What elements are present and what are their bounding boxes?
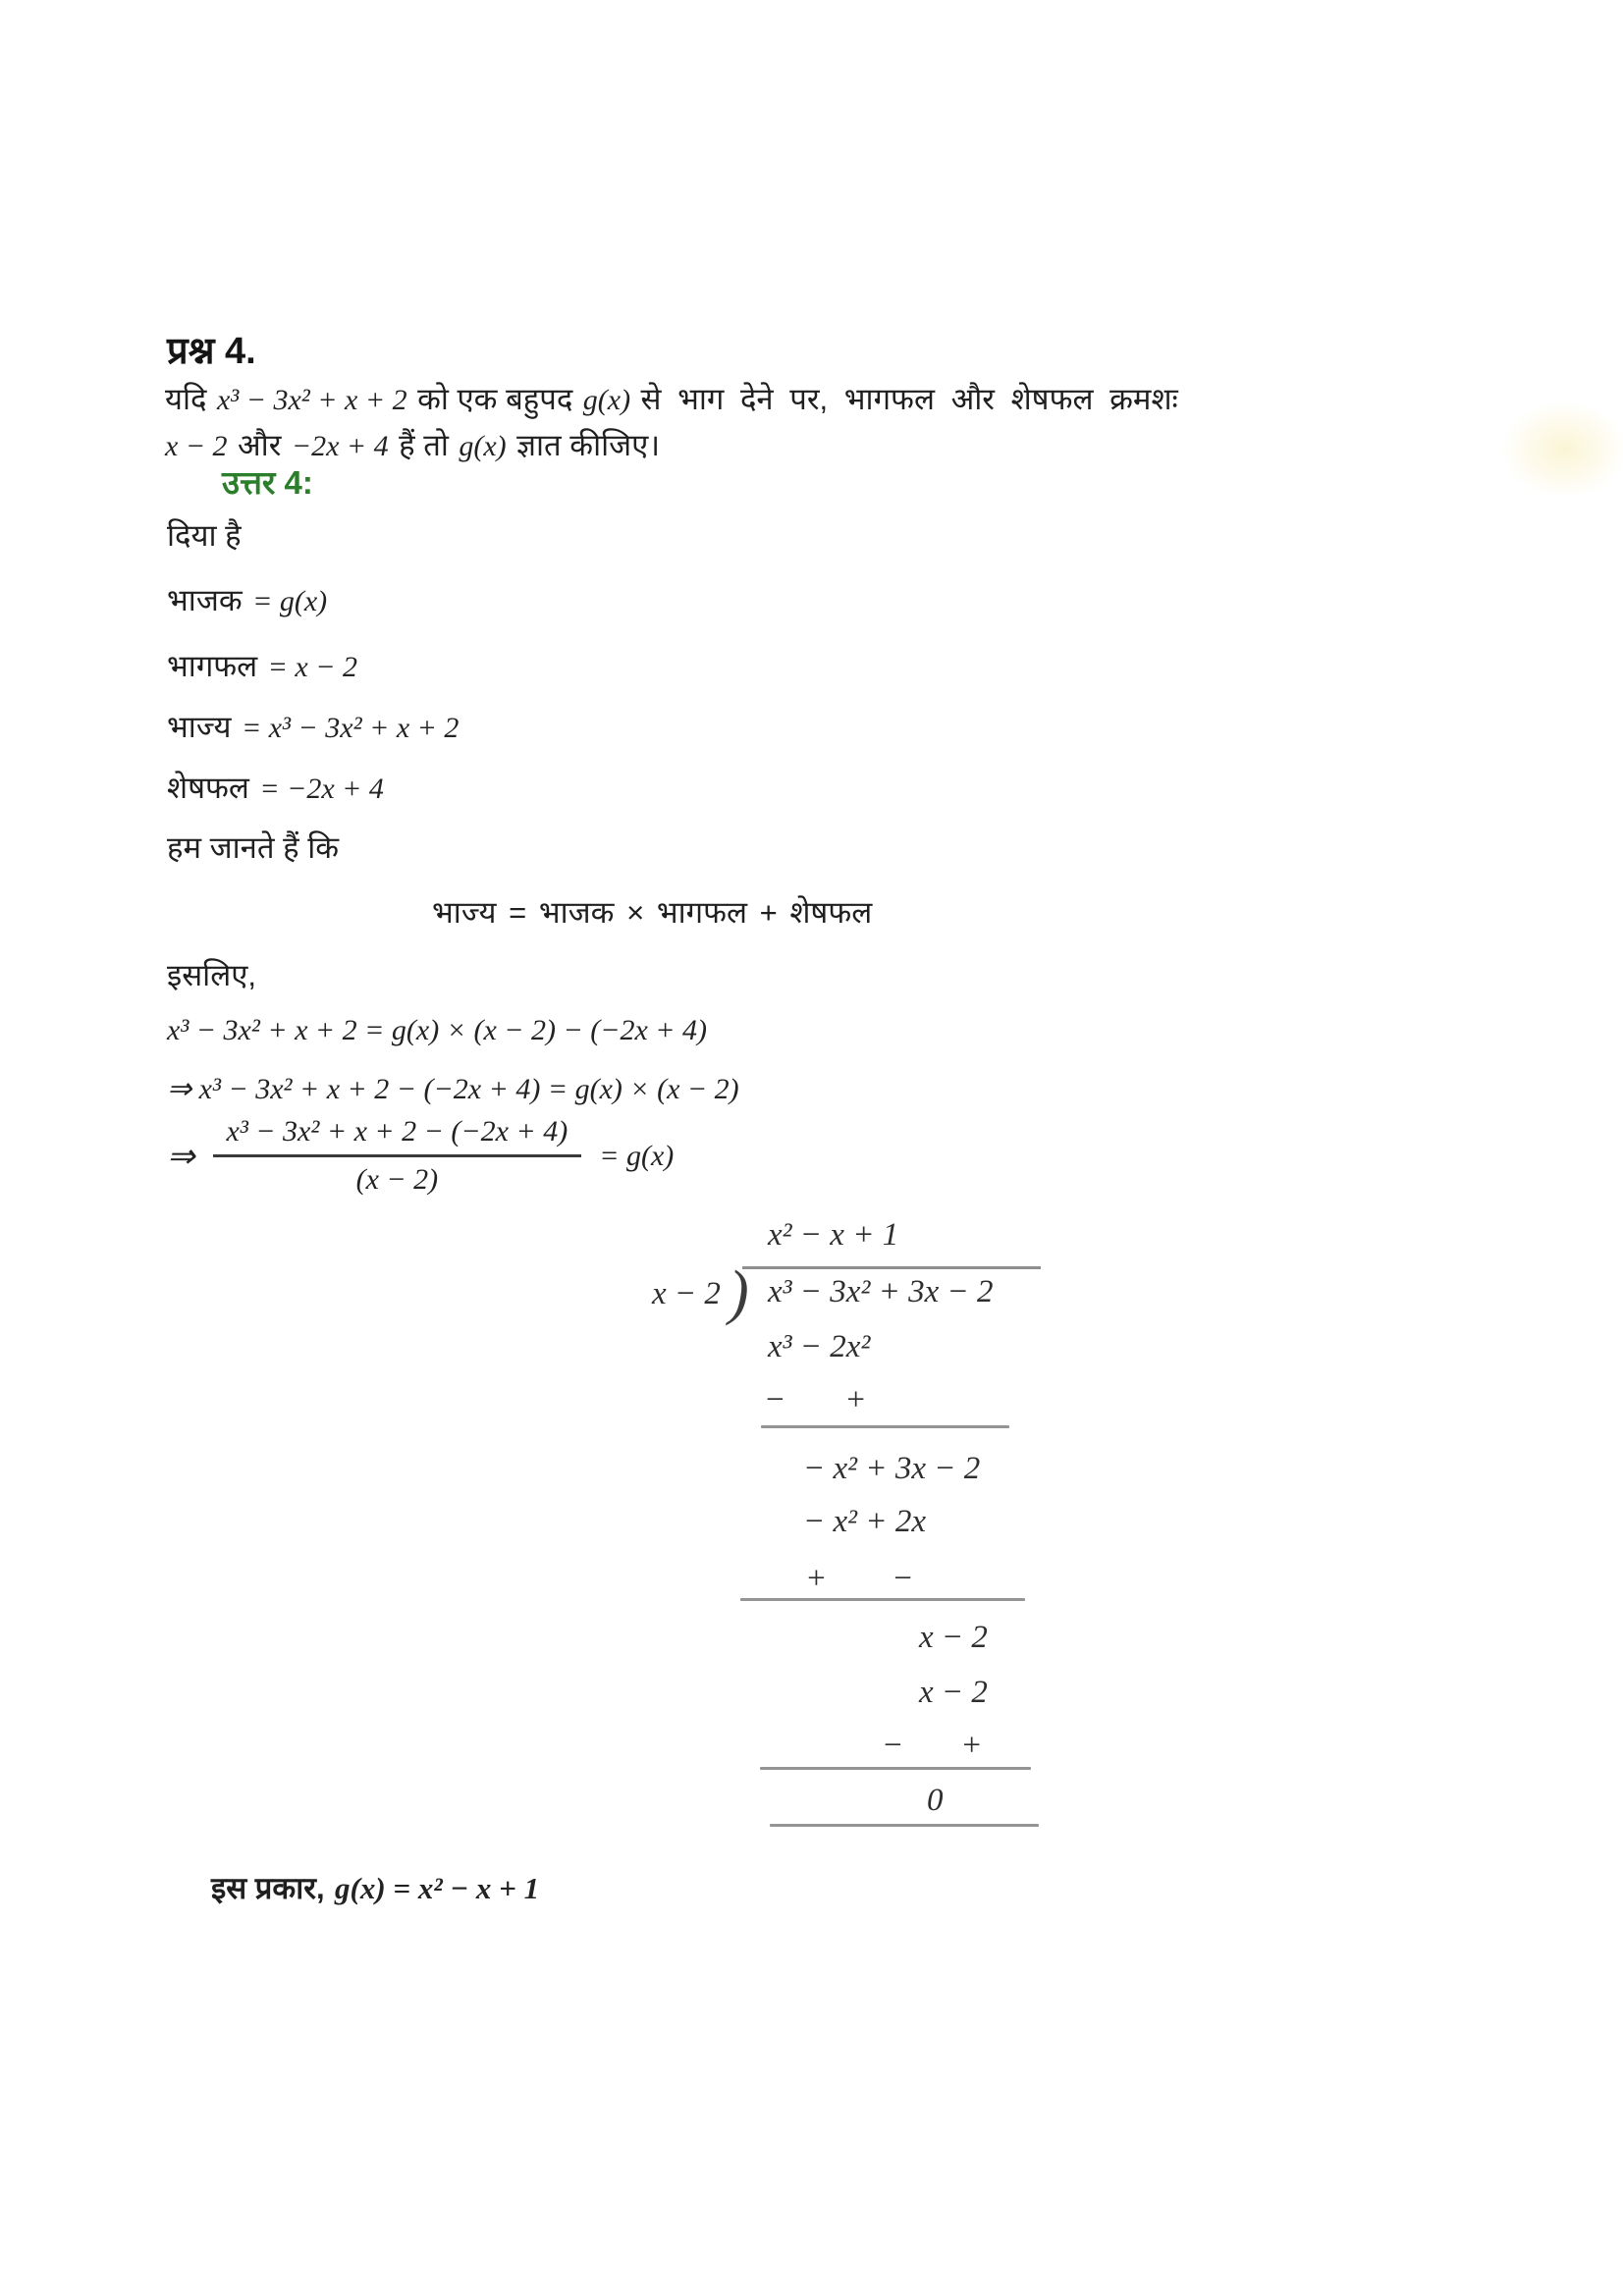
division-vinculum: [742, 1266, 1041, 1269]
fraction-numerator: x³ − 3x² + x + 2 − (−2x + 4): [213, 1115, 582, 1157]
given-term-label: भाज्य: [167, 710, 232, 744]
given-quotient-line: [167, 645, 363, 686]
sign-plus: +: [844, 1382, 867, 1417]
division-subtract-1: x³ − 2x²: [768, 1329, 871, 1364]
given-dividend-line: [167, 706, 464, 747]
sign-minus: −: [882, 1728, 904, 1763]
therefore-text: इसलिए,: [167, 958, 256, 992]
sign-minus: −: [764, 1382, 786, 1417]
question-text: यदि: [165, 382, 207, 416]
given-term-math: = g(x): [252, 585, 328, 617]
question-math: g(x): [459, 430, 507, 462]
division-dividend: x³ − 3x² + 3x − 2: [768, 1274, 994, 1309]
sign-plus: +: [960, 1728, 983, 1763]
division-bracket: ): [729, 1259, 749, 1326]
sign-minus: −: [892, 1561, 914, 1596]
equation-1: x³ − 3x² + x + 2 = g(x) × (x − 2) − (−2x + 4): [167, 1014, 708, 1046]
given-term-label: शेषफल: [167, 771, 249, 805]
question-math: x − 2: [165, 430, 228, 462]
division-rule-2: [740, 1598, 1025, 1601]
equation-3: [167, 1115, 674, 1197]
given-divisor-line: [167, 579, 333, 620]
question-heading: प्रश्न 4.: [167, 331, 256, 372]
given-term-math: = x − 2: [267, 651, 357, 683]
question-text: हैं तो: [399, 428, 449, 462]
division-remainder-2: x − 2: [919, 1620, 988, 1655]
question-text: ज्ञात कीजिए।: [516, 428, 661, 462]
division-identity: भाज्य = भाजक × भागफल + शेषफल: [432, 895, 873, 930]
scan-smudge-artifact: [1500, 400, 1623, 499]
fraction-rhs: = g(x): [599, 1139, 675, 1172]
we-know-text: हम जानते हैं कि: [167, 830, 340, 865]
fraction-denominator: (x − 2): [355, 1163, 439, 1196]
question-text: को एक बहुपद: [417, 382, 573, 416]
given-label: दिया है: [167, 518, 242, 553]
equation-2: ⇒ x³ − 3x² + x + 2 − (−2x + 4) = g(x) × (x − 2): [167, 1073, 739, 1105]
division-quotient: x² − x + 1: [768, 1217, 899, 1253]
division-rule-4: [770, 1824, 1039, 1827]
question-math: g(x): [582, 384, 631, 416]
division-divisor: x − 2: [652, 1276, 721, 1311]
question-text: और: [238, 428, 282, 462]
division-subtract-2: − x² + 2x: [803, 1504, 926, 1539]
division-remainder-1: − x² + 3x − 2: [803, 1451, 981, 1486]
given-term-label: भाजक: [167, 583, 243, 617]
division-final-remainder: 0: [927, 1783, 944, 1818]
given-term-label: भागफल: [167, 649, 258, 683]
division-subtract-3: x − 2: [919, 1675, 988, 1710]
sign-plus: +: [805, 1561, 828, 1596]
division-sign-row-1: [764, 1382, 867, 1418]
division-rule-1: [761, 1425, 1009, 1428]
given-term-math: = x³ − 3x² + x + 2: [242, 712, 460, 744]
question-math: −2x + 4: [291, 430, 389, 462]
fraction: [213, 1115, 582, 1197]
question-text: से भाग देने पर, भागफल और शेषफल क्रमशः: [640, 382, 1178, 416]
implies-arrow: ⇒: [167, 1138, 195, 1175]
conclusion-math: g(x) = x² − x + 1: [335, 1871, 540, 1905]
question-line-1: [165, 378, 1184, 419]
division-sign-row-3: [882, 1728, 983, 1764]
conclusion-line: [211, 1867, 545, 1908]
conclusion-text: इस प्रकार,: [211, 1871, 325, 1905]
division-sign-row-2: [805, 1561, 914, 1597]
given-term-math: = −2x + 4: [259, 773, 384, 805]
given-remainder-line: [167, 767, 390, 808]
question-math: x³ − 3x² + x + 2: [216, 384, 407, 416]
answer-heading: उत्तर 4:: [222, 464, 313, 501]
division-rule-3: [760, 1767, 1031, 1770]
